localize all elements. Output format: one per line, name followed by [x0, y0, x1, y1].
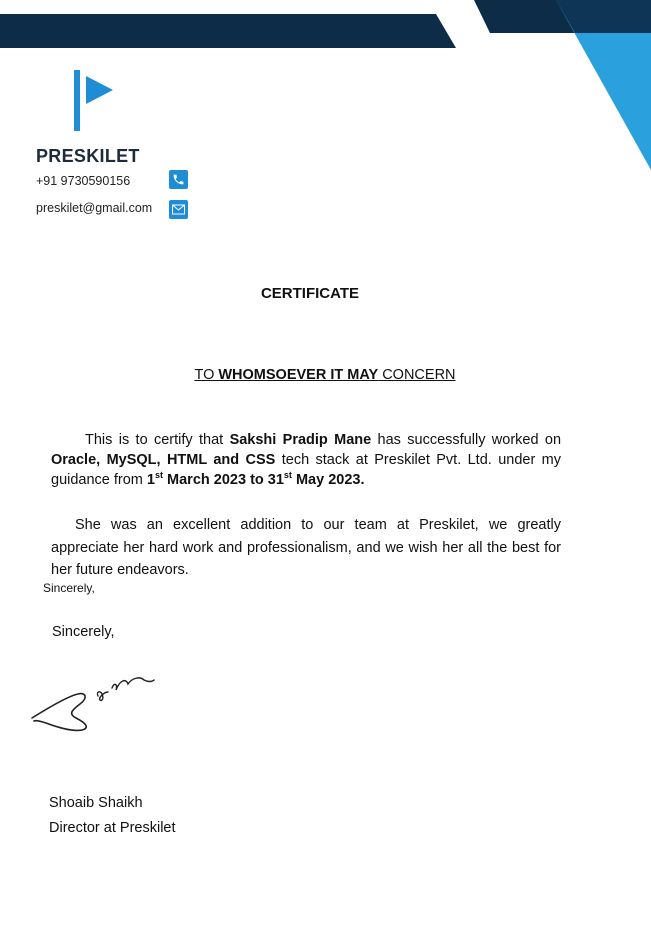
document-subtitle: TO WHOMSOEVER IT MAY CONCERN — [194, 367, 456, 383]
date-range: 1st March 2023 to 31st May 2023. — [146, 470, 365, 488]
company-email: preskilet@gmail.com — [36, 201, 153, 215]
signer-title: Director at Preskilet — [49, 820, 176, 836]
signature — [28, 668, 158, 736]
closing: Sincerely, — [52, 624, 115, 640]
header-navy-band — [0, 14, 456, 48]
intern-name: Sakshi Pradip Mane — [229, 432, 372, 448]
envelope-icon — [169, 200, 188, 219]
certification-paragraph: This is to certify that Sakshi Pradip Mane has successfully worked on Oracle, MySQL, HTML and CSS tech stack at Preskilet Pvt. Ltd. under my guidance from 1st March 2023 to 31st May 2023. — [51, 432, 562, 488]
document-title: CERTIFICATE — [260, 285, 360, 302]
flag-logo-icon — [74, 70, 116, 132]
appreciation-paragraph: She was an excellent addition to our team at Preskilet, we greatly appreciate her hard work and professionalism, and we wish her all the best for her future endeavors. — [51, 517, 561, 578]
signer-name: Shoaib Shaikh — [49, 795, 143, 811]
closing-small: Sincerely, — [43, 581, 95, 595]
company-phone: +91 9730590156 — [36, 174, 131, 188]
tech-stack: Oracle, MySQL, HTML and CSS — [51, 452, 276, 468]
company-name: PRESKILET — [36, 146, 140, 166]
phone-icon — [169, 170, 188, 189]
